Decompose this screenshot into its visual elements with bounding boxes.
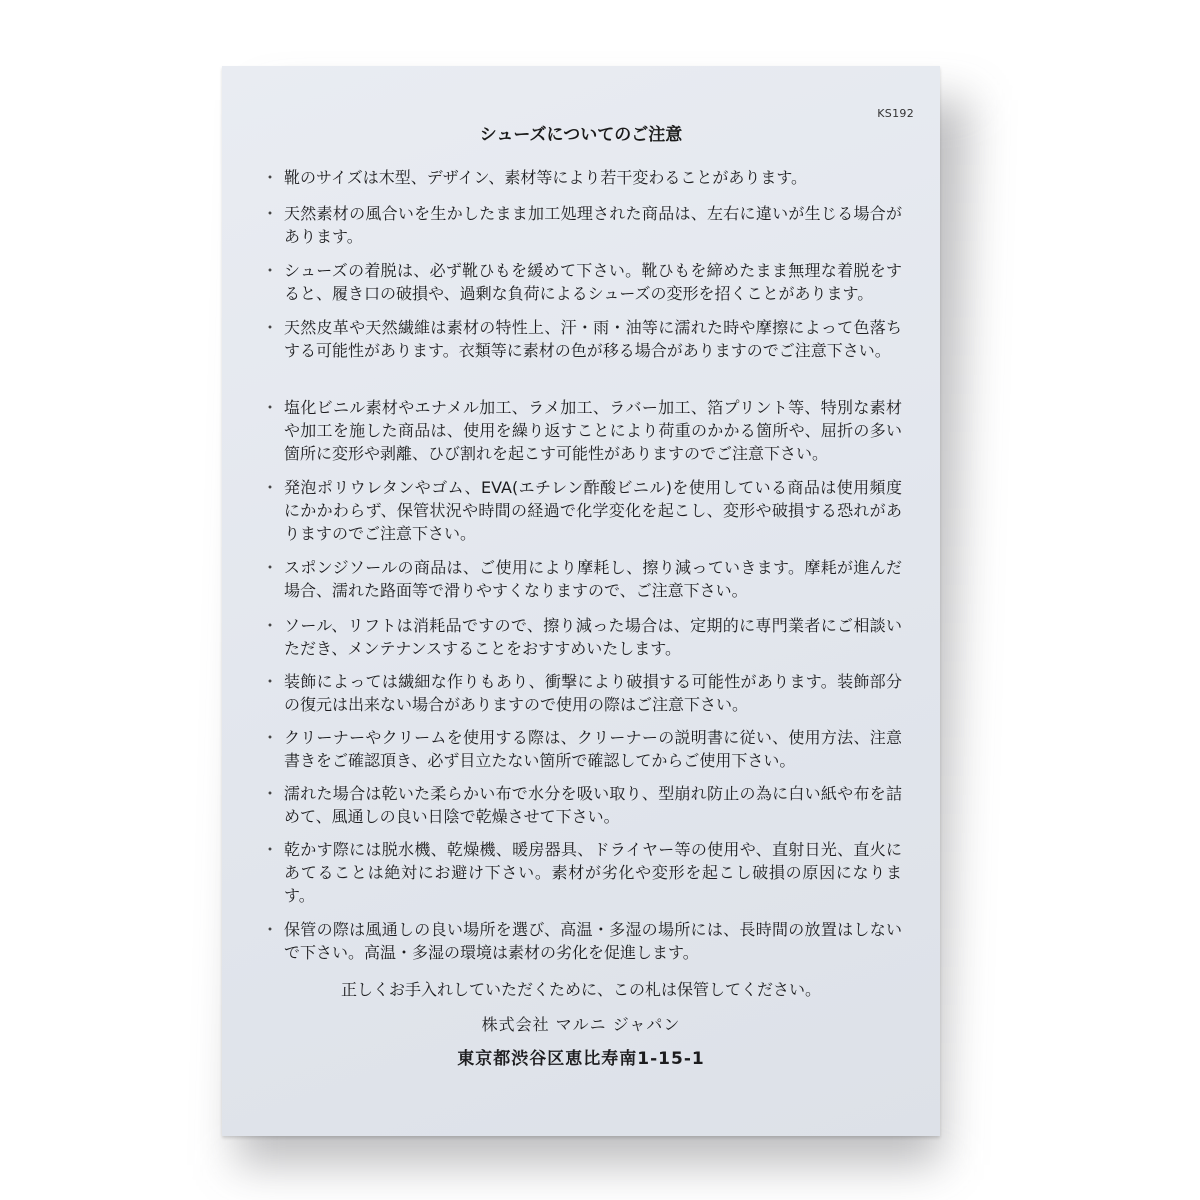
- list-item: [262, 166, 902, 202]
- card-title: シューズについてのご注意: [479, 125, 683, 145]
- bullet-icon: ・: [262, 672, 279, 691]
- list-item-text: 天然素材の風合いを生かしたまま加工処理された商品は、左右に違いが生じる場合があります。: [284, 204, 902, 246]
- bullet-icon: ・: [262, 840, 279, 859]
- list-item-text: 保管の際は風通しの良い場所を選び、高温・多湿の場所には、長時間の放置はしないで下さい。高温・多湿の環境は素材の劣化を促進します。: [284, 920, 902, 962]
- keep-tag-note: 正しくお手入れしていただくために、この札は保管してください。: [340, 980, 821, 999]
- list-item: [262, 476, 902, 556]
- list-item: [262, 556, 902, 614]
- bullet-icon: ・: [262, 478, 279, 497]
- list-item: [262, 670, 902, 726]
- caution-list: [262, 166, 902, 974]
- list-item-text: 天然皮革や天然繊維は素材の特性上、汗・雨・油等に濡れた時や摩擦によって色落ちする可能性があります。衣類等に素材の色が移る場合がありますのでご注意下さい。: [284, 318, 902, 360]
- list-item-text: スポンジソールの商品は、ご使用により摩耗し、擦り減っていきます。摩耗が進んだ場合、濡れた路面等で滑りやすくなりますので、ご注意下さい。: [284, 558, 902, 600]
- list-item-text: ソール、リフトは消耗品ですので、擦り減った場合は、定期的に専門業者にご相談いただき、メンテナンスすることをおすすめいたします。: [284, 616, 902, 658]
- company-name: 株式会社 マルニ ジャパン: [481, 1015, 681, 1034]
- list-item: [262, 782, 902, 838]
- bullet-icon: ・: [262, 784, 279, 803]
- bullet-icon: ・: [262, 318, 279, 337]
- list-item-text: 塩化ビニル素材やエナメル加工、ラメ加工、ラバー加工、箔プリント等、特別な素材や加工を施した商品は、使用を繰り返すことにより荷重のかかる箇所や、屈折の多い箇所に変形や剥離、ひび割れを起こす可能性がありますのでご注意下さい。: [284, 398, 902, 463]
- list-item: [262, 202, 902, 259]
- bullet-icon: ・: [262, 204, 279, 223]
- list-item: [262, 396, 902, 476]
- bullet-icon: ・: [262, 261, 279, 280]
- bullet-icon: ・: [262, 920, 279, 939]
- list-item-text: 靴のサイズは木型、デザイン、素材等により若干変わることがあります。: [284, 168, 808, 187]
- list-item-text: シューズの着脱は、必ず靴ひもを緩めて下さい。靴ひもを締めたまま無理な着脱をすると、履き口の破損や、過剰な負荷によるシューズの変形を招くことがあります。: [284, 261, 902, 303]
- list-item-text: 装飾によっては繊細な作りもあり、衝撃により破損する可能性があります。装飾部分の復元は出来ない場合がありますので使用の際はご注意下さい。: [284, 672, 902, 714]
- list-item-text: 発泡ポリウレタンやゴム、EVA(エチレン酢酸ビニル)を使用している商品は使用頻度にかかわらず、保管状況や時間の経過で化学変化を起こし、変形や破損する恐れがありますのでご注意下さい。: [284, 478, 902, 543]
- list-item: [262, 614, 902, 670]
- bullet-icon: ・: [262, 616, 279, 635]
- list-item-text: クリーナーやクリームを使用する際は、クリーナーの説明書に従い、使用方法、注意書きをご確認頂き、必ず目立たない箇所で確認してからご使用下さい。: [284, 728, 902, 770]
- product-code: KS192: [877, 107, 914, 120]
- list-item-text: 乾かす際には脱水機、乾燥機、暖房器具、ドライヤー等の使用や、直射日光、直火にあてることは絶対にお避け下さい。素材が劣化や変形を起こし破損の原因になります。: [284, 840, 902, 905]
- bullet-icon: ・: [262, 168, 279, 187]
- bullet-icon: ・: [262, 728, 279, 747]
- bullet-icon: ・: [262, 398, 279, 417]
- list-item-text: 濡れた場合は乾いた柔らかい布で水分を吸い取り、型崩れ防止の為に白い紙や布を詰めて、風通しの良い日陰で乾燥させて下さい。: [284, 784, 902, 826]
- list-item: [262, 316, 902, 396]
- list-item: [262, 259, 902, 316]
- list-item: [262, 918, 902, 974]
- list-item: [262, 838, 902, 918]
- company-address: 東京都渋谷区恵比寿南1-15-1: [457, 1049, 705, 1069]
- bullet-icon: ・: [262, 558, 279, 577]
- list-item: [262, 726, 902, 782]
- care-card: [222, 66, 940, 1136]
